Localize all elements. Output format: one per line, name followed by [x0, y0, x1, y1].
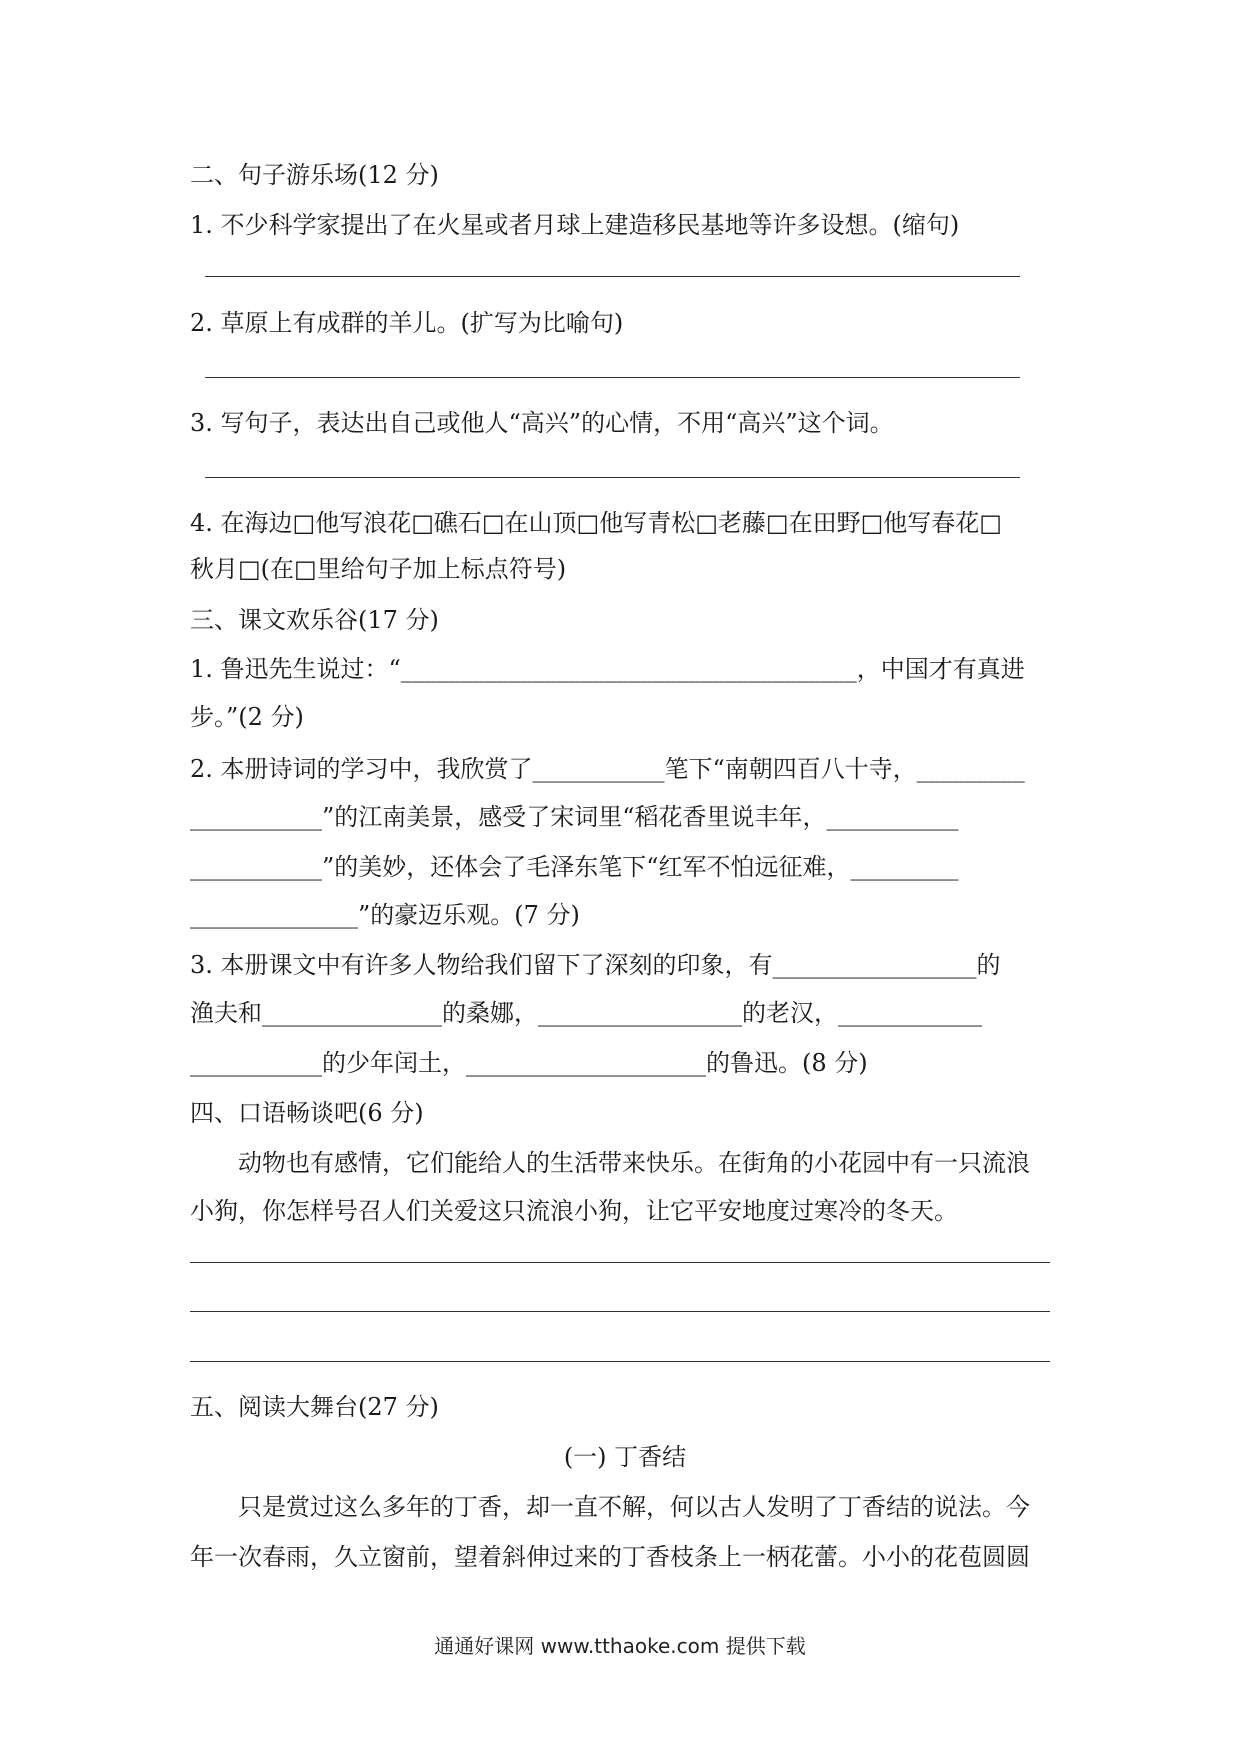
- question-3-2: 2. 本册诗词的学习中，我欣赏了___________笔下“南朝四百八十寺，_________: [190, 755, 1025, 783]
- passage-title: (一) 丁香结: [563, 1443, 687, 1471]
- passage-text: 只是赏过这么多年的丁香，却一直不解，何以古人发明了丁香结的说法。今: [238, 1493, 1030, 1521]
- question-2-4: 4. 在海边□他写浪花□礁石□在山顶□他写青松□老藤□在田野□他写春花□: [190, 509, 1002, 537]
- answer-line: [205, 276, 1020, 277]
- answer-line: [205, 377, 1020, 378]
- question-3-1-cont: 步。”(2 分): [190, 703, 304, 731]
- section-4-heading: 四、口语畅谈吧(6 分): [190, 1099, 424, 1127]
- question-3-2-cont-2: ___________”的美妙，还体会了毛泽东笔下“红军不怕远征难，_________: [190, 853, 959, 881]
- question-2-2: 2. 草原上有成群的羊儿。(扩写为比喻句): [190, 309, 624, 337]
- question-3-2-cont-3: ______________”的豪迈乐观。(7 分): [190, 901, 580, 929]
- section-3-heading: 三、课文欢乐谷(17 分): [190, 606, 439, 634]
- question-2-3: 3. 写句子，表达出自己或他人“高兴”的心情，不用“高兴”这个词。: [190, 409, 894, 437]
- question-2-4-cont: 秋月□(在□里给句子加上标点符号): [190, 555, 567, 583]
- answer-line: [205, 477, 1020, 478]
- question-2-1: 1. 不少科学家提出了在火星或者月球上建造移民基地等许多设想。(缩句): [190, 211, 960, 239]
- question-3-2-cont-1: ___________”的江南美景，感受了宋词里“稻花香里说丰年，___________: [190, 803, 959, 831]
- section-5-heading: 五、阅读大舞台(27 分): [190, 1393, 439, 1421]
- passage-text-cont: 年一次春雨，久立窗前，望着斜伸过来的丁香枝条上一柄花蕾。小小的花苞圆圆: [190, 1543, 1030, 1571]
- oral-prompt: 动物也有感情，它们能给人的生活带来快乐。在街角的小花园中有一只流浪: [238, 1149, 1030, 1177]
- question-3-3-cont-1: 渔夫和_______________的桑娜，_________________的老汉，____________: [190, 999, 982, 1027]
- oral-prompt-cont: 小狗，你怎样号召人们关爱这只流浪小狗，让它平安地度过寒冷的冬天。: [190, 1197, 958, 1225]
- answer-line: [190, 1262, 1050, 1263]
- footer-source: 通通好课网 www.tthaoke.com 提供下载: [434, 1634, 806, 1658]
- question-3-3-cont-2: ___________的少年闰土，____________________的鲁迅。(8 分): [190, 1049, 868, 1077]
- question-3-3: 3. 本册课文中有许多人物给我们留下了深刻的印象，有_________________的: [190, 951, 1001, 979]
- answer-line: [190, 1311, 1050, 1312]
- answer-line: [190, 1361, 1050, 1362]
- question-3-1: 1. 鲁迅先生说过：“______________________________________，中国才有真进: [190, 655, 1025, 683]
- section-2-heading: 二、句子游乐场(12 分): [190, 161, 439, 189]
